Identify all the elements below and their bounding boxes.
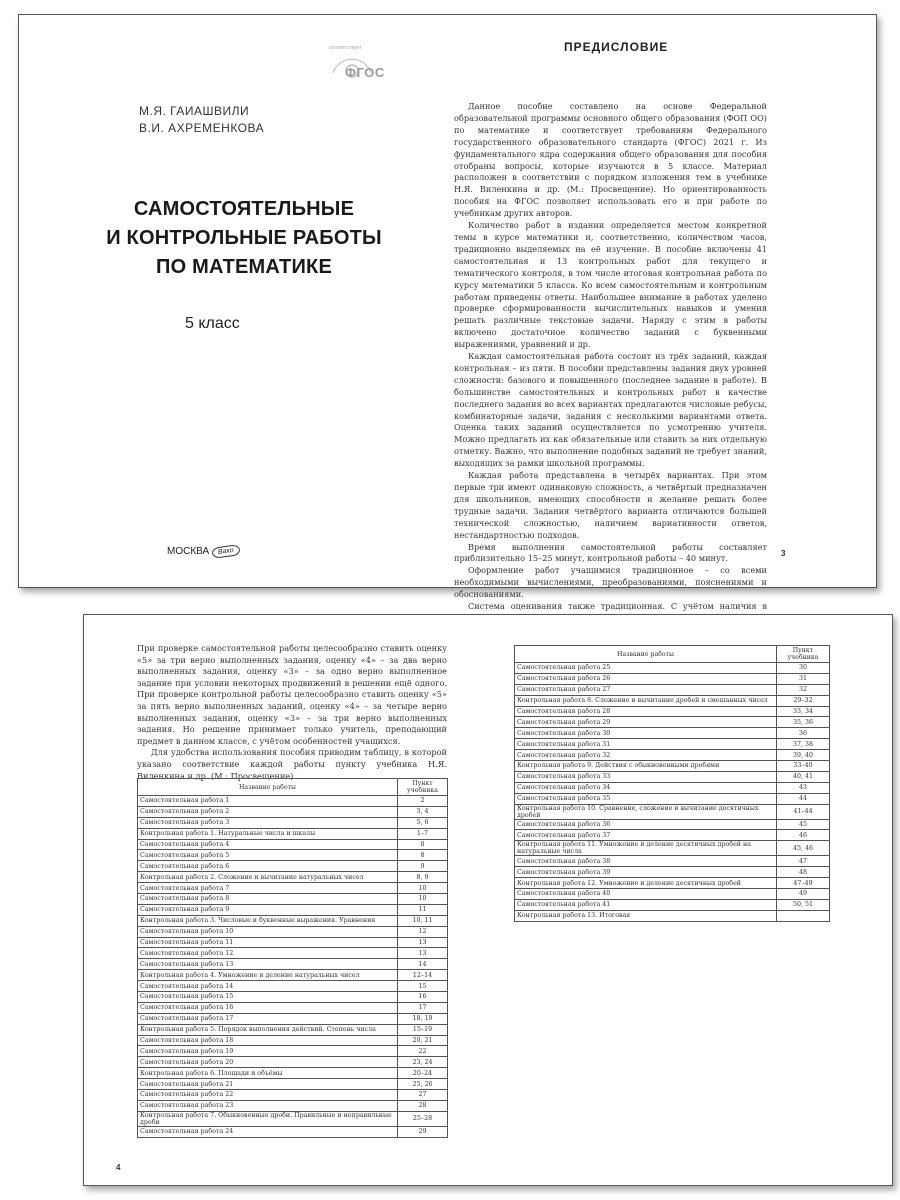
textbook-item-cell: 33–40	[777, 761, 830, 772]
work-name-cell: Самостоятельная работа 37	[515, 830, 777, 841]
table-row	[515, 856, 830, 867]
preface-paragraph: Время выполнения самостоятельной работы составляет приблизительно 15–25 минут, контрольной работы – 40 минут.	[454, 541, 767, 564]
textbook-item-cell: 28	[398, 1100, 448, 1111]
table-row	[515, 819, 830, 830]
header-textbook-item: Пункт учебника	[777, 646, 830, 663]
preface-paragraph: Система оценивания также традиционная. С учётом наличия в	[468, 601, 767, 612]
table-row	[138, 1057, 448, 1068]
work-name-cell: Самостоятельная работа 36	[515, 819, 777, 830]
textbook-item-cell: 36	[777, 728, 830, 739]
table-row	[138, 1002, 448, 1013]
textbook-item-cell: 14	[398, 959, 448, 970]
table-row	[515, 841, 830, 856]
textbook-item-cell: 25–28	[398, 1111, 448, 1126]
table-row	[138, 894, 448, 905]
textbook-item-cell: 49	[777, 889, 830, 900]
work-name-cell: Самостоятельная работа 11	[138, 937, 398, 948]
table-row	[138, 1090, 448, 1101]
table-row	[138, 1111, 448, 1126]
work-name-cell: Контрольная работа 9. Действия с обыкновенными дробями	[515, 761, 777, 772]
work-name-cell: Контрольная работа 8. Сложение и вычитание дробей и смешанных чисел	[515, 695, 777, 706]
work-name-cell: Контрольная работа 6. Площади и объёмы	[138, 1068, 398, 1079]
table-row	[515, 739, 830, 750]
textbook-item-cell: 37, 38	[777, 739, 830, 750]
work-name-cell: Самостоятельная работа 25	[515, 663, 777, 674]
work-name-cell: Самостоятельная работа 26	[515, 673, 777, 684]
textbook-item-cell: 15–19	[398, 1024, 448, 1035]
table-row	[138, 1024, 448, 1035]
work-name-cell: Самостоятельная работа 7	[138, 883, 398, 894]
work-name-cell: Самостоятельная работа 32	[515, 750, 777, 761]
work-name-cell: Самостоятельная работа 9	[138, 904, 398, 915]
work-name-cell: Самостоятельная работа 6	[138, 861, 398, 872]
textbook-item-cell: 3, 4	[398, 806, 448, 817]
work-name-cell: Контрольная работа 5. Порядок выполнения действий. Степень числа	[138, 1024, 398, 1035]
lower-paragraph: При проверке самостоятельной работы целесообразно ставить оценку «5» за три верно выполненных задания, оценку «4» – за два верно выполненных задания, оценку «3» – за одно верно выполненное задание при условии некоторых продвижений в решении ещё одного. При проверке контрольной работы целесообразно ставить оценку «5» за пять верно выполненных заданий, оценку «4» – за четыре верно выполненных задания, оценку «3» – за три верно выполненных задания. Но решение принимает только учитель, преподающий предмет в данном классе, с учётом особенностей учащихся.	[137, 643, 447, 746]
table-row	[138, 1013, 448, 1024]
fgos-badge-text: ФГОС	[345, 65, 385, 80]
textbook-item-cell: 35, 36	[777, 717, 830, 728]
textbook-item-cell: 41–44	[777, 804, 830, 819]
textbook-item-cell: 13	[398, 948, 448, 959]
work-name-cell: Самостоятельная работа 17	[138, 1013, 398, 1024]
work-name-cell: Самостоятельная работа 20	[138, 1057, 398, 1068]
textbook-item-cell: 45	[777, 819, 830, 830]
lower-left-text	[137, 643, 447, 782]
table-row	[515, 695, 830, 706]
work-name-cell: Самостоятельная работа 18	[138, 1035, 398, 1046]
textbook-item-cell: 45, 46	[777, 841, 830, 856]
table-row	[138, 904, 448, 915]
textbook-item-cell: 29	[398, 1126, 448, 1137]
textbook-item-cell: 16	[398, 992, 448, 1003]
grade-label: 5 класс	[185, 315, 240, 332]
table-row	[138, 796, 448, 807]
author-2: В.И. АХРЕМЕНКОВА	[139, 121, 265, 135]
author-1: М.Я. ГАИАШВИЛИ	[139, 104, 250, 118]
textbook-item-cell: 23, 24	[398, 1057, 448, 1068]
textbook-item-cell: 8	[398, 850, 448, 861]
table-row	[138, 861, 448, 872]
table-row	[515, 899, 830, 910]
work-name-cell: Самостоятельная работа 16	[138, 1002, 398, 1013]
work-name-cell: Самостоятельная работа 30	[515, 728, 777, 739]
table-row	[515, 771, 830, 782]
textbook-item-cell: 20–24	[398, 1068, 448, 1079]
preface-paragraph: Каждая работа представлена в четырёх вариантах. При этом первые три имеют одинаковую сложность, а четвёртый предназначен для школьников, имеющих способности и желание решать более трудные задачи. Задания четвёртого варианта отличаются большей технической сложностью, наличием вариативности ответов, нестандартностью подходов.	[454, 470, 767, 540]
textbook-item-cell: 12–14	[398, 970, 448, 981]
textbook-item-cell: 33, 34	[777, 706, 830, 717]
work-name-cell: Самостоятельная работа 27	[515, 684, 777, 695]
textbook-item-cell: 8, 9	[398, 872, 448, 883]
table-row	[515, 878, 830, 889]
textbook-item-cell: 11	[398, 904, 448, 915]
table-row	[515, 728, 830, 739]
work-name-cell: Самостоятельная работа 38	[515, 856, 777, 867]
table-row	[138, 806, 448, 817]
textbook-item-cell: 13	[398, 937, 448, 948]
table-row	[138, 915, 448, 926]
preface-paragraph: Количество работ в издании определяется местом конкретной темы в курсе математики и, соответственно, количеством часов, традиционно выделяемых на её изучение. В пособие включены 41 самостоятельная и 13 контрольных работ для текущего и тематического контроля, в том числе итоговая контрольная работа по курсу математики 5 класса. Ко всем самостоятельным и контрольным работам приведены ответы. Наибольшее внимание в работах уделено проверке сформированности вычислительных навыков и умения решать различные текстовые задачи. Наряду с этим в работы включено достаточное количество заданий с буквенными выражениями, уравнений и др.	[454, 220, 767, 350]
works-table-left	[137, 778, 448, 1138]
book-title-line-3: ПО МАТЕМАТИКЕ	[156, 256, 332, 278]
textbook-item-cell: 43	[777, 782, 830, 793]
table-row	[515, 673, 830, 684]
textbook-item-cell: 31	[777, 673, 830, 684]
bottom-book-spread	[83, 614, 893, 1186]
work-name-cell: Самостоятельная работа 29	[515, 717, 777, 728]
work-name-cell: Самостоятельная работа 21	[138, 1079, 398, 1090]
table-row	[515, 750, 830, 761]
table-row	[515, 830, 830, 841]
textbook-item-cell: 22	[398, 1046, 448, 1057]
textbook-item-cell: 1–7	[398, 828, 448, 839]
work-name-cell: Самостоятельная работа 12	[138, 948, 398, 959]
preface-paragraph: Каждая самостоятельная работа состоит из трёх заданий, каждая контрольная – из пяти. В пособии представлены задания двух уровней сложности: базового и повышенного (последнее задание в работе). В большинстве самостоятельных и контрольных работ в качестве последнего задания во всех вариантах предлагаются числовые ребусы, комбинаторные задачи, задания с несколькими вариантами ответа. Оценка таких заданий осуществляется по усмотрению учителя. Можно предлагать их как обязательные или ставить за них отдельную отметку. Важно, что выполнение подобных заданий не требует знаний, выходящих за рамки школьной программы.	[454, 351, 767, 469]
table-row	[138, 883, 448, 894]
table-row	[515, 663, 830, 674]
table-header-row	[138, 779, 448, 796]
top-book-spread	[18, 14, 877, 612]
city-label: МОСКВА	[167, 546, 210, 557]
work-name-cell: Контрольная работа 1. Натуральные числа и шкалы	[138, 828, 398, 839]
work-name-cell: Самостоятельная работа 1	[138, 796, 398, 807]
table-row	[138, 948, 448, 959]
page-number-left: 4	[116, 1163, 121, 1172]
table-row	[515, 793, 830, 804]
table-row	[138, 828, 448, 839]
lower-paragraph: Для удобства использования пособия приводим таблицу, в которой указано соответствие каждой работы пункту учебника Н.Я. Виленкина и др. (М.: Просвещение).	[137, 747, 447, 781]
textbook-item-cell: 25, 26	[398, 1079, 448, 1090]
textbook-item-cell: 46	[777, 830, 830, 841]
textbook-item-cell: 27	[398, 1090, 448, 1101]
textbook-item-cell: 10, 11	[398, 915, 448, 926]
textbook-item-cell: 32	[777, 684, 830, 695]
book-title-line-1: САМОСТОЯТЕЛЬНЫЕ	[133, 198, 355, 220]
textbook-item-cell: 10	[398, 894, 448, 905]
table-row	[138, 970, 448, 981]
textbook-item-cell: 47	[777, 856, 830, 867]
work-name-cell: Самостоятельная работа 35	[515, 793, 777, 804]
textbook-item-cell: 8	[398, 839, 448, 850]
fgos-badge-arc-text: соответствует	[329, 45, 362, 51]
work-name-cell: Контрольная работа 13. Итоговая	[515, 910, 777, 921]
work-name-cell: Контрольная работа 7. Обыкновенные дроби. Правильные и неправильные дроби	[138, 1111, 398, 1126]
textbook-item-cell: 30	[777, 663, 830, 674]
table-row	[515, 717, 830, 728]
work-name-cell: Самостоятельная работа 2	[138, 806, 398, 817]
textbook-item-cell: 12	[398, 926, 448, 937]
table-row	[138, 817, 448, 828]
textbook-item-cell: 29–32	[777, 695, 830, 706]
work-name-cell: Самостоятельная работа 15	[138, 992, 398, 1003]
textbook-item-cell: 5, 6	[398, 817, 448, 828]
work-name-cell: Самостоятельная работа 23	[138, 1100, 398, 1111]
work-name-cell: Контрольная работа 2. Сложение и вычитание натуральных чисел	[138, 872, 398, 883]
work-name-cell: Самостоятельная работа 10	[138, 926, 398, 937]
work-name-cell: Самостоятельная работа 5	[138, 850, 398, 861]
textbook-item-cell: 44	[777, 793, 830, 804]
work-name-cell: Самостоятельная работа 39	[515, 867, 777, 878]
preface-paragraph: Данное пособие составлено на основе Федеральной образовательной программы основного общего образования (ФОП ОО) по математике и соответствует требованиям Федерального государственного образовательного стандарта (ФГОС) 2021 г. Из фундаментального ядра содержания общего образования для пособия отобраны вопросы, которые изучаются в 5 классе. Материал расположен в соответствии с порядком изложения тем в учебнике Н.Я. Виленкина и др. (М.: Просвещение). Но ориентированность пособия на ФГОС позволяет использовать его и при работе по учебникам других авторов.	[454, 101, 767, 219]
page-number-right: 3	[781, 549, 786, 558]
work-name-cell: Контрольная работа 11. Умножение и деление десятичных дробей на натуральные числа	[515, 841, 777, 856]
preface-text	[454, 101, 767, 625]
header-textbook-item: Пункт учебника	[398, 779, 448, 796]
table-row	[515, 684, 830, 695]
textbook-item-cell	[777, 910, 830, 921]
textbook-item-cell: 50, 51	[777, 899, 830, 910]
work-name-cell: Самостоятельная работа 3	[138, 817, 398, 828]
table-row	[515, 706, 830, 717]
table-row	[138, 992, 448, 1003]
authors-block	[139, 103, 264, 137]
table-row	[138, 1068, 448, 1079]
work-name-cell: Самостоятельная работа 13	[138, 959, 398, 970]
work-name-cell: Самостоятельная работа 14	[138, 981, 398, 992]
textbook-item-cell: 10	[398, 883, 448, 894]
table-row	[515, 889, 830, 900]
table-row	[515, 910, 830, 921]
textbook-item-cell: 40, 41	[777, 771, 830, 782]
table-row	[515, 761, 830, 772]
table-row	[515, 867, 830, 878]
table-row	[138, 1100, 448, 1111]
table-row	[138, 1035, 448, 1046]
textbook-item-cell: 39, 40	[777, 750, 830, 761]
work-name-cell: Контрольная работа 10. Сравнение, сложение и вычитание десятичных дробей	[515, 804, 777, 819]
textbook-item-cell: 18, 19	[398, 1013, 448, 1024]
header-work-name: Название работы	[515, 646, 777, 663]
table-row	[138, 959, 448, 970]
work-name-cell: Самостоятельная работа 8	[138, 894, 398, 905]
table-row	[138, 926, 448, 937]
textbook-item-cell: 9	[398, 861, 448, 872]
publisher-line	[167, 546, 240, 557]
table-header-row	[515, 646, 830, 663]
book-title	[79, 195, 409, 282]
work-name-cell: Самостоятельная работа 28	[515, 706, 777, 717]
work-name-cell: Самостоятельная работа 40	[515, 889, 777, 900]
work-name-cell: Самостоятельная работа 31	[515, 739, 777, 750]
preface-paragraph: Оформление работ учащимися традиционное – со всеми необходимыми вычислениями, преобразованиями, пояснениями и обоснованиями.	[454, 565, 767, 600]
table-row	[138, 1126, 448, 1137]
table-row	[138, 1046, 448, 1057]
textbook-item-cell: 2	[398, 796, 448, 807]
book-title-line-2: И КОНТРОЛЬНЫЕ РАБОТЫ	[106, 227, 382, 249]
work-name-cell: Самостоятельная работа 33	[515, 771, 777, 782]
textbook-item-cell: 48	[777, 867, 830, 878]
table-row	[138, 850, 448, 861]
table-row	[138, 839, 448, 850]
work-name-cell: Самостоятельная работа 41	[515, 899, 777, 910]
work-name-cell: Самостоятельная работа 24	[138, 1126, 398, 1137]
textbook-item-cell: 20, 21	[398, 1035, 448, 1046]
work-name-cell: Самостоятельная работа 22	[138, 1090, 398, 1101]
work-name-cell: Самостоятельная работа 19	[138, 1046, 398, 1057]
table-row	[515, 782, 830, 793]
work-name-cell: Самостоятельная работа 4	[138, 839, 398, 850]
work-name-cell: Самостоятельная работа 34	[515, 782, 777, 793]
work-name-cell: Контрольная работа 12. Умножение и деление десятичных дробей	[515, 878, 777, 889]
table-row	[515, 804, 830, 819]
header-work-name: Название работы	[138, 779, 398, 796]
table-row	[138, 872, 448, 883]
table-row	[138, 981, 448, 992]
publisher-logo: Вако	[212, 544, 241, 559]
work-name-cell: Контрольная работа 3. Числовые и буквенные выражения. Уравнения	[138, 915, 398, 926]
table-row	[138, 937, 448, 948]
textbook-item-cell: 15	[398, 981, 448, 992]
table-row	[138, 1079, 448, 1090]
textbook-item-cell: 17	[398, 1002, 448, 1013]
works-table-right	[514, 645, 830, 922]
preface-heading: ПРЕДИСЛОВИЕ	[564, 40, 669, 54]
work-name-cell: Контрольная работа 4. Умножение и деление натуральных чисел	[138, 970, 398, 981]
textbook-item-cell: 47–49	[777, 878, 830, 889]
